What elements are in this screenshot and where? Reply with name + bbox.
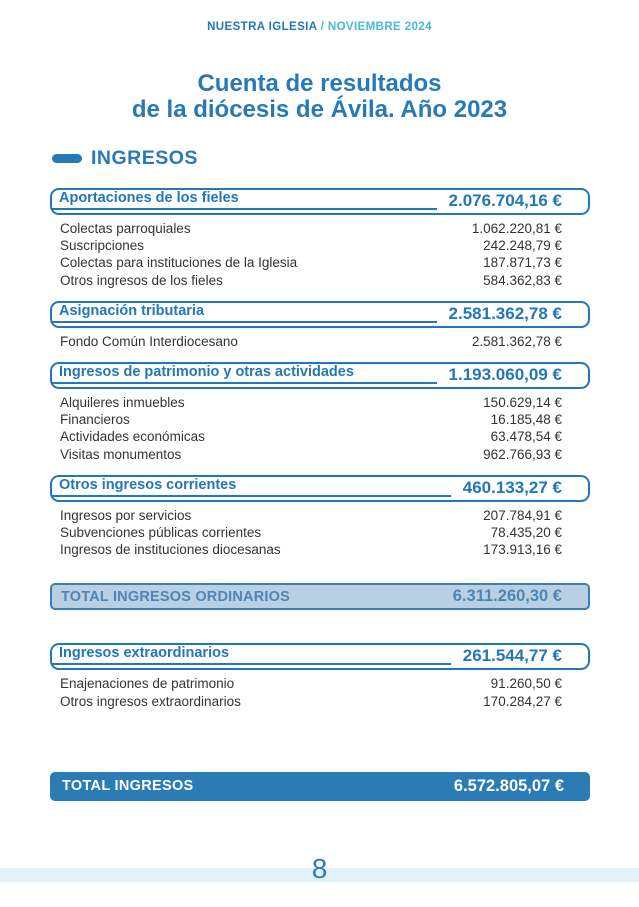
issue-date: NOVIEMBRE 2024 <box>327 21 432 33</box>
income-row <box>60 237 562 254</box>
section-otros-corrientes <box>50 475 590 559</box>
dash-icon <box>52 154 82 163</box>
row-label: Ingresos por servicios <box>60 507 192 523</box>
total-ordinarios-bar <box>50 583 590 610</box>
page-title-line2: de la diócesis de Ávila. Año 2023 <box>131 96 508 123</box>
income-row <box>60 220 562 237</box>
income-row <box>60 411 562 428</box>
income-row <box>60 693 562 710</box>
row-value: 207.784,91 € <box>483 507 562 523</box>
row-value: 187.871,73 € <box>483 255 562 271</box>
section-title: Ingresos de patrimonio y otras actividades <box>52 364 437 384</box>
income-row <box>60 254 562 271</box>
section-patrimonio <box>50 362 590 463</box>
row-value: 1.062.220,81 € <box>471 221 562 236</box>
section-title: Asignación tributaria <box>52 303 437 323</box>
section-aportaciones <box>50 188 590 289</box>
section-total: 261.544,77 € <box>462 646 562 666</box>
row-label: Actividades económicas <box>60 429 205 445</box>
row-label: Colectas para instituciones de la Iglesia <box>60 255 298 271</box>
income-row <box>60 272 562 289</box>
row-value: 242.248,79 € <box>483 238 562 254</box>
section-header-box <box>50 301 590 328</box>
section-header-box <box>50 188 590 215</box>
row-value: 170.284,27 € <box>483 693 562 709</box>
row-value: 78.435,20 € <box>490 525 562 541</box>
section-total: 460.133,27 € <box>462 477 562 497</box>
masthead-separator: / <box>320 21 325 33</box>
income-row <box>60 428 562 445</box>
row-label: Fondo Común Interdiocesano <box>60 333 238 349</box>
row-value: 2.581.362,78 € <box>471 333 562 349</box>
ingresos-heading-label: INGRESOS <box>91 147 198 169</box>
row-label: Enajenaciones de patrimonio <box>60 676 235 692</box>
income-row <box>60 541 562 558</box>
row-value: 584.362,83 € <box>483 272 562 288</box>
section-title: Otros ingresos corrientes <box>52 477 451 497</box>
row-label: Otros ingresos extraordinarios <box>60 693 241 709</box>
section-rows <box>50 502 590 559</box>
section-rows <box>50 389 590 463</box>
row-label: Alquileres inmuebles <box>60 395 185 411</box>
row-value: 150.629,14 € <box>483 395 562 411</box>
section-rows <box>50 328 590 350</box>
row-label: Otros ingresos de los fieles <box>60 272 223 288</box>
ingresos-heading <box>52 147 639 170</box>
row-label: Colectas parroquiales <box>60 221 191 236</box>
page-title-line1: Cuenta de resultados <box>197 70 442 97</box>
section-extraordinarios <box>50 643 590 709</box>
section-rows <box>50 670 590 709</box>
total-ordinarios-label: TOTAL INGRESOS ORDINARIOS <box>61 588 290 605</box>
row-value: 173.913,16 € <box>483 542 562 558</box>
section-title: Ingresos extraordinarios <box>52 645 451 665</box>
income-statement <box>50 188 590 801</box>
total-ingresos-value: 6.572.805,07 € <box>453 776 564 795</box>
row-value: 962.766,93 € <box>483 446 562 462</box>
total-ingresos-label: TOTAL INGRESOS <box>62 778 194 795</box>
row-label: Ingresos de instituciones diocesanas <box>60 542 281 558</box>
income-row <box>60 524 562 541</box>
total-ordinarios-value: 6.311.260,30 € <box>452 587 562 606</box>
row-label: Visitas monumentos <box>60 446 182 462</box>
income-row <box>60 507 562 524</box>
row-label: Suscripciones <box>60 238 145 254</box>
income-row <box>60 333 562 350</box>
row-value: 63.478,54 € <box>490 429 562 445</box>
row-label: Financieros <box>60 412 130 428</box>
income-row <box>60 446 562 463</box>
section-total: 2.581.362,78 € <box>448 303 562 323</box>
section-title: Aportaciones de los fieles <box>52 190 437 210</box>
page-title <box>0 71 639 123</box>
income-row <box>60 394 562 411</box>
page-number: 8 <box>311 853 328 884</box>
row-value: 16.185,48 € <box>490 412 562 428</box>
section-total: 1.193.060,09 € <box>448 365 562 385</box>
row-value: 91.260,50 € <box>490 676 562 692</box>
section-asignacion-tributaria <box>50 301 590 350</box>
masthead <box>0 0 639 33</box>
income-row <box>60 675 562 692</box>
section-header-box <box>50 362 590 389</box>
row-label: Subvenciones públicas corrientes <box>60 525 262 541</box>
section-header-box <box>50 643 590 670</box>
total-ingresos-bar <box>50 772 590 801</box>
section-header-box <box>50 475 590 502</box>
section-rows <box>50 215 590 289</box>
magazine-name: NUESTRA IGLESIA <box>207 21 318 33</box>
section-total: 2.076.704,16 € <box>448 191 562 210</box>
